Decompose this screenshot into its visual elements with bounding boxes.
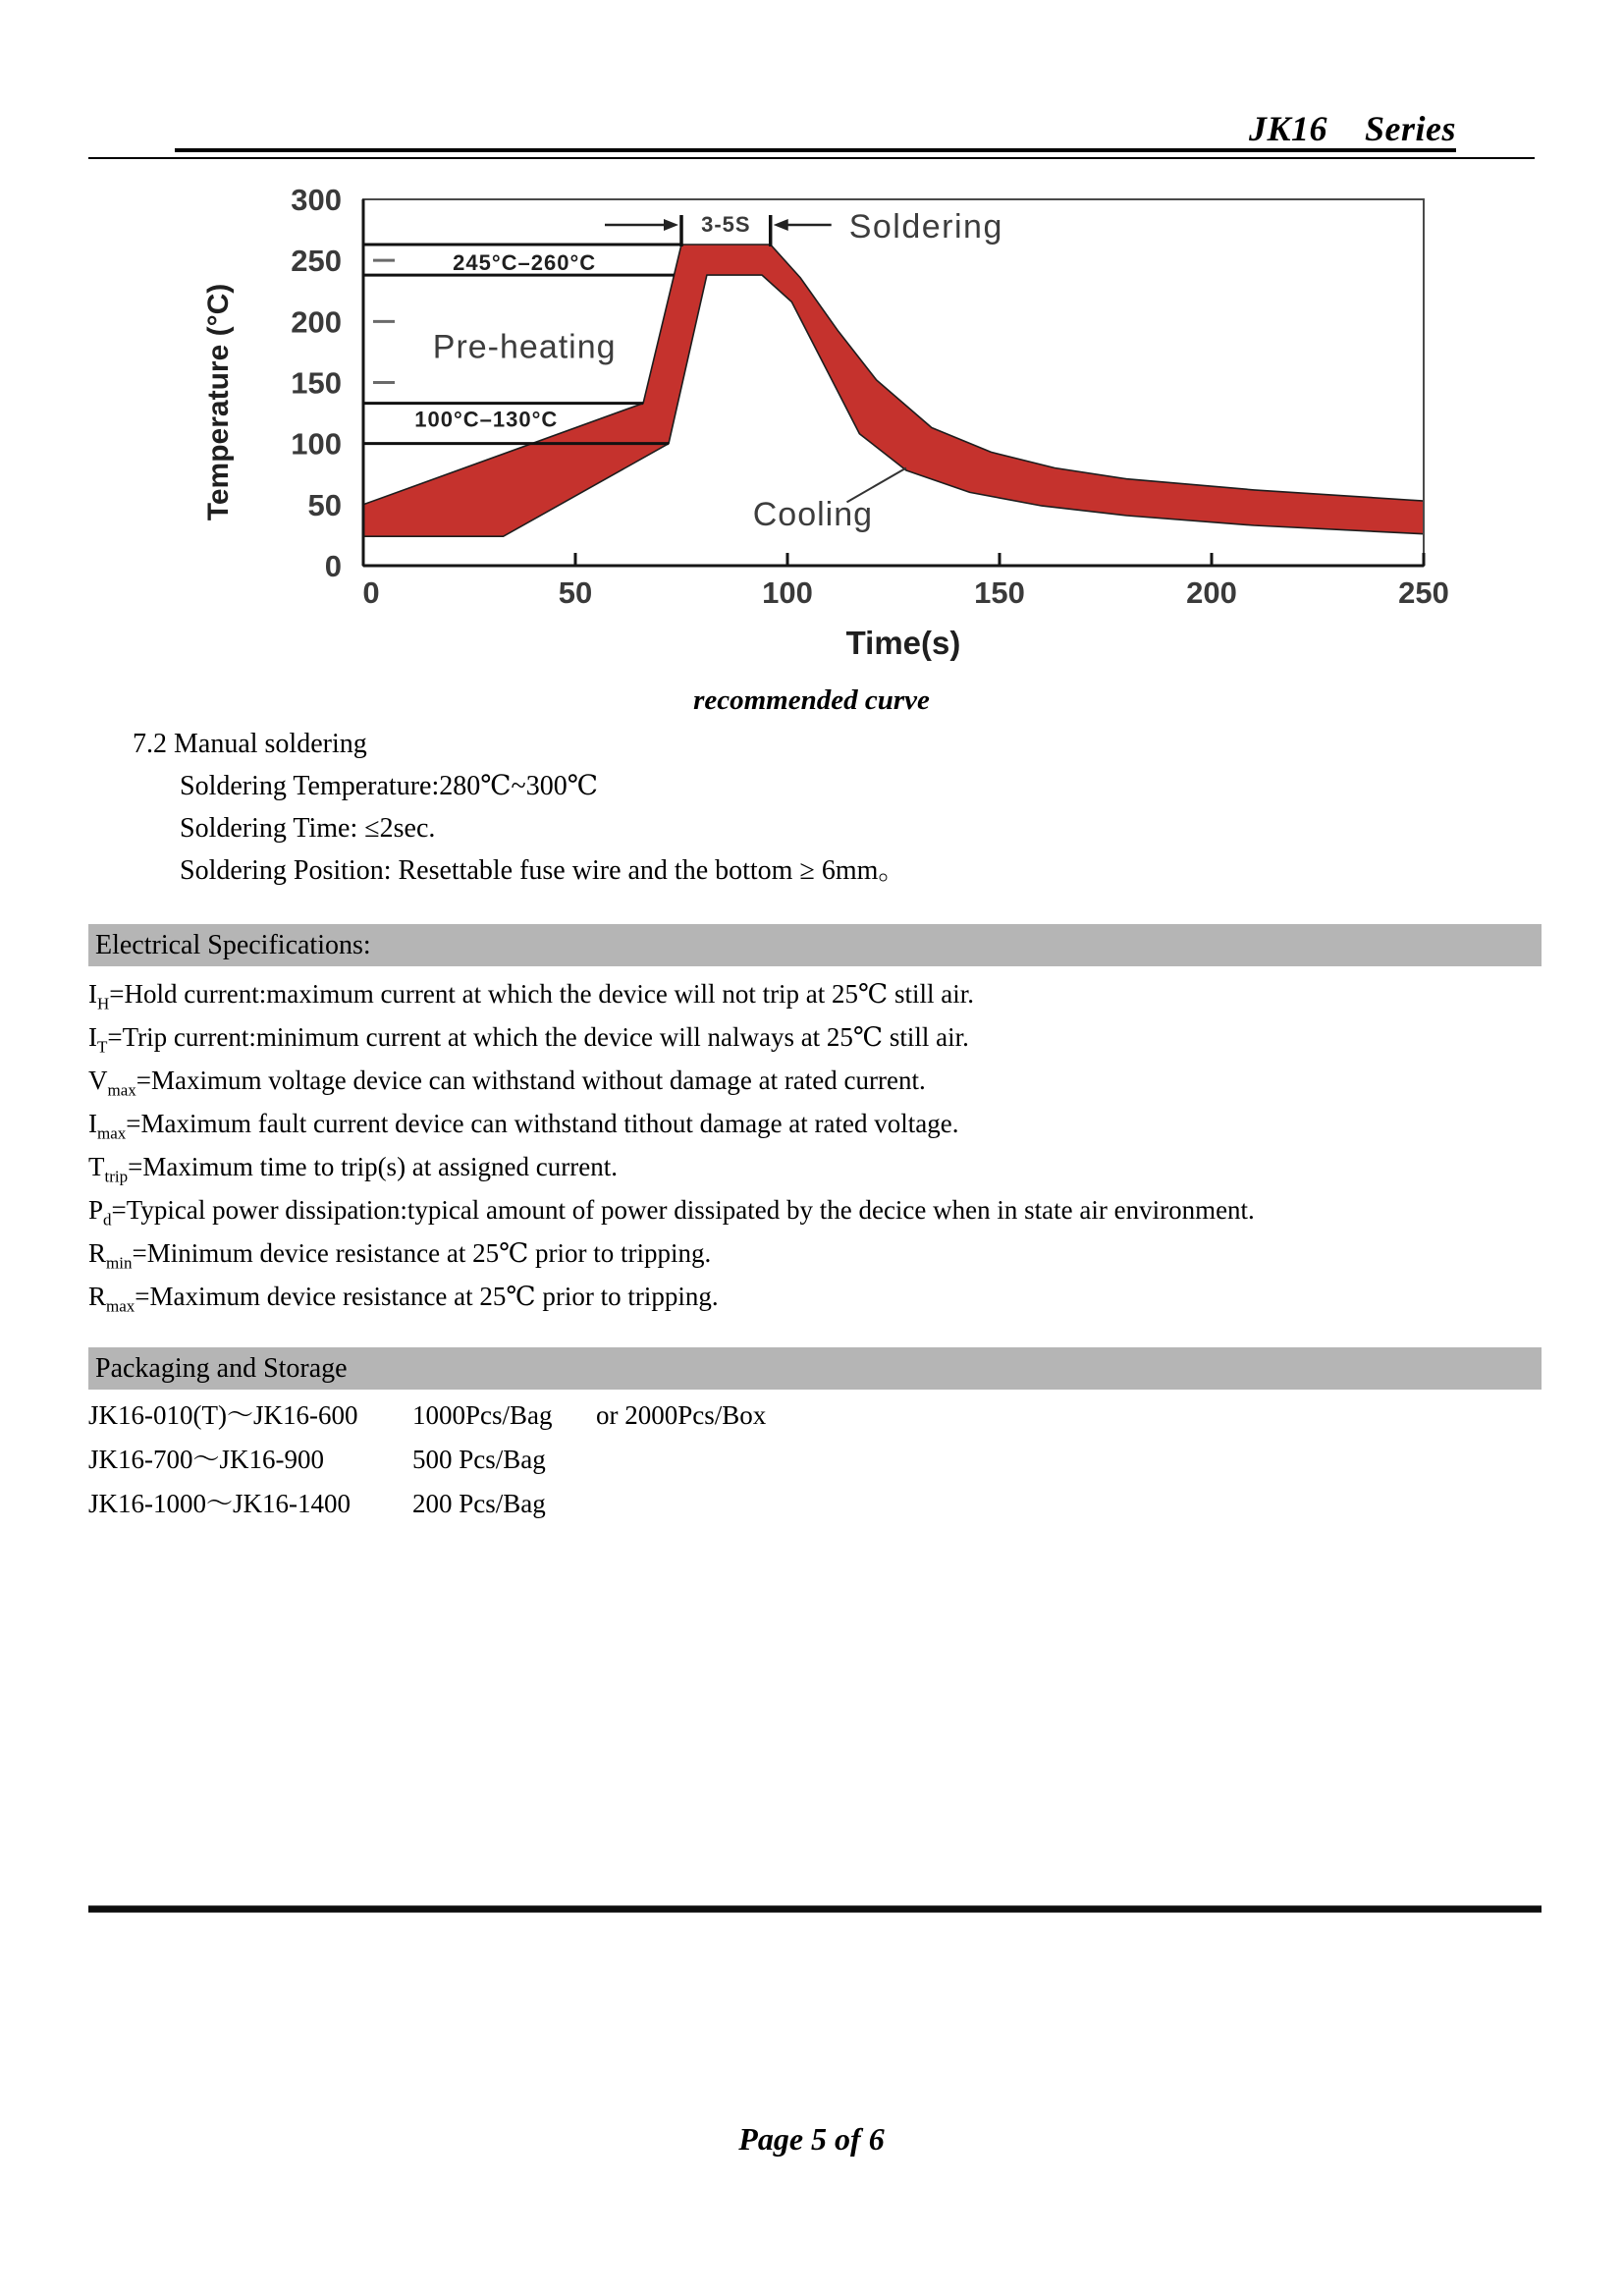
packaging-row <box>88 1394 766 1438</box>
soldering-position-line: Soldering Position: Resettable fuse wire and the bottom ≥ 6mm。 <box>180 855 906 886</box>
x-tick-label: 0 <box>362 575 380 610</box>
packaging-storage-table <box>88 1394 766 1526</box>
spec-line: $I_H=Hold$ current:maximum current at which the device will not trip at 25℃ still air. <box>88 979 974 1013</box>
footer-rule <box>88 1905 1542 1913</box>
packaging-qty: 200 Pcs/Bag <box>412 1489 546 1518</box>
y-tick-label: 150 <box>291 365 342 401</box>
chart-label: Pre-heating <box>432 328 617 366</box>
packaging-range: JK16-010(T)～JK16-600 <box>88 1400 358 1430</box>
spec-line: $V_{max}=Maximum$ voltage device can withstand without damage at rated current. <box>88 1066 926 1100</box>
y-tick-label: 200 <box>291 304 342 340</box>
chart-label: 245°C–260°C <box>453 250 597 276</box>
soldering-profile-chart-svg <box>187 180 1483 685</box>
spec-line: $I_{max}=Maximum$ fault current device can withstand tithout damage at rated voltage. <box>88 1109 959 1143</box>
manual-soldering-section <box>133 723 905 892</box>
page-title: JK16 Series <box>1248 109 1456 148</box>
page-number: Page 5 of 6 <box>738 2121 885 2157</box>
packaging-note <box>596 1482 766 1526</box>
packaging-note: or 2000Pcs/Box <box>596 1400 767 1430</box>
packaging-range: JK16-1000～JK16-1400 <box>88 1489 351 1518</box>
y-tick-label: 50 <box>307 487 342 522</box>
packaging-row <box>88 1482 766 1526</box>
x-tick-label: 200 <box>1186 575 1237 610</box>
packaging-row <box>88 1438 766 1482</box>
spec-line: $R_{min}=Minimum$ device resistance at 25℃ prior to tripping. <box>88 1238 712 1273</box>
y-tick-label: 0 <box>324 549 342 583</box>
spec-line: $T_{trip}=Maximum$ time to trip(s) at assigned current. <box>88 1152 618 1186</box>
chart-label: Cooling <box>752 495 874 533</box>
x-tick-label: 50 <box>558 575 593 610</box>
electrical-specifications-list <box>88 972 1255 1318</box>
electrical-specifications-header: Electrical Specifications: <box>88 924 1542 966</box>
window-width-label: 3-5S <box>701 212 751 238</box>
manual-soldering-heading: 7.2 Manual soldering <box>133 729 367 759</box>
soldering-temperature-line: Soldering Temperature:280℃~300℃ <box>180 771 599 801</box>
spec-line: $R_{max}=Maximum$ device resistance at 25℃ prior to tripping. <box>88 1282 719 1316</box>
spec-line: $P_d=Typical$ power dissipation:typical amount of power dissipated by the decice when in state air environment. <box>88 1195 1255 1230</box>
x-tick-label: 150 <box>974 575 1025 610</box>
packaging-range: JK16-700～JK16-900 <box>88 1445 324 1474</box>
soldering-label: Soldering <box>848 208 1003 246</box>
y-tick-label: 250 <box>291 244 342 279</box>
x-axis-title: Time(s) <box>845 625 961 661</box>
header-underline <box>175 148 1456 152</box>
chart-caption: recommended curve <box>693 684 930 716</box>
packaging-qty: 500 Pcs/Bag <box>412 1445 546 1474</box>
soldering-time-line: Soldering Time: ≤2sec. <box>180 813 436 844</box>
header-rule <box>88 157 1535 159</box>
arrow-right-head <box>774 219 788 231</box>
soldering-profile-chart <box>187 180 1483 685</box>
y-tick-label: 100 <box>291 426 342 462</box>
spec-line: $I_T=Trip$ current:minimum current at which the device will nalways at 25℃ still air. <box>88 1022 969 1057</box>
cooling-pointer <box>846 468 905 503</box>
y-axis-title: Temperature (°C) <box>202 283 235 521</box>
y-tick-label: 300 <box>291 183 342 217</box>
tolerance-band <box>363 245 1424 536</box>
packaging-note <box>596 1438 766 1482</box>
packaging-storage-header: Packaging and Storage <box>88 1347 1542 1390</box>
x-tick-label: 250 <box>1398 575 1449 610</box>
arrow-left-head <box>664 219 678 231</box>
chart-label: 100°C–130°C <box>414 407 559 432</box>
packaging-qty: 1000Pcs/Bag <box>412 1400 553 1430</box>
x-tick-label: 100 <box>762 575 813 610</box>
